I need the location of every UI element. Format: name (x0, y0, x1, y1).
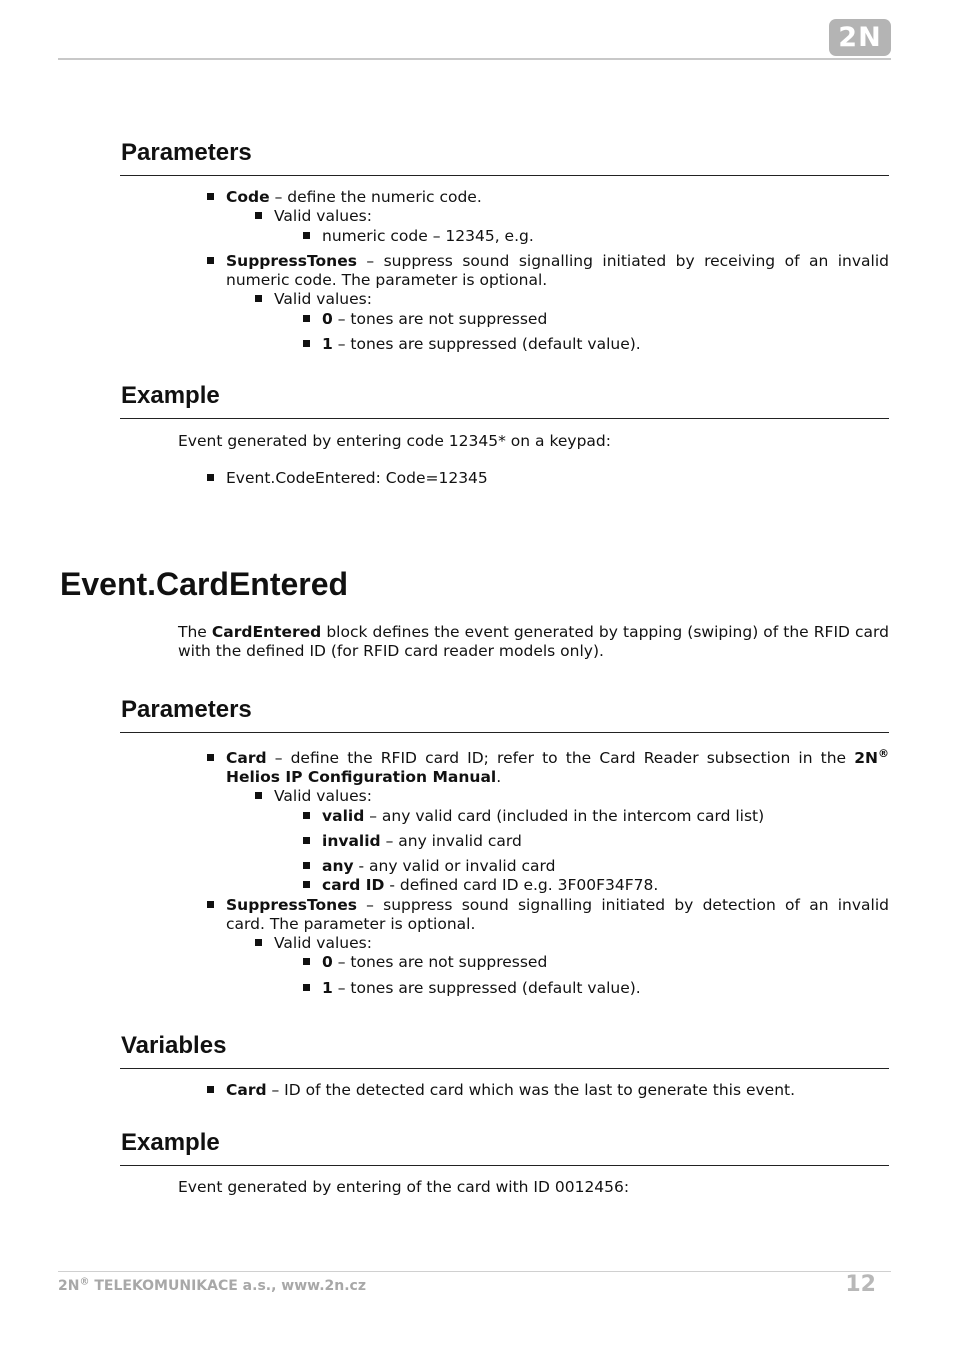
list-item-card: Card – define the RFID card ID; refer to the Card Reader subsection in the 2N® Helios IP Configuration Manual. (226, 746, 889, 786)
list-item-value-1: 1 – tones are suppressed (default value). (322, 335, 889, 354)
list-item-any: any - any valid or invalid card (322, 857, 889, 876)
section-heading-parameters: Parameters (120, 695, 889, 733)
list-item-valid-values: Valid values: (274, 787, 889, 806)
list-item-valid-values: Valid values: (274, 934, 889, 953)
list-item-value-0: 0 – tones are not suppressed (322, 953, 889, 972)
list-item-value-1: 1 – tones are suppressed (default value). (322, 979, 889, 998)
section-heading-variables: Variables (120, 1031, 889, 1069)
page-number: 12 (845, 1272, 876, 1297)
list-item-valid-values: Valid values: (274, 290, 889, 309)
list-item-invalid: invalid – any invalid card (322, 832, 889, 851)
list-item-example-event: Event.CodeEntered: Code=12345 (226, 469, 889, 488)
chapter-title: Event.CardEntered (60, 566, 349, 602)
list-item-valid: valid – any valid card (included in the intercom card list) (322, 807, 889, 826)
example-intro: Event generated by entering of the card with ID 0012456: (178, 1178, 630, 1196)
list-item-suppresstones: SuppressTones – suppress sound signalling initiated by detection of an invalid card. The parameter is optional. (226, 896, 889, 933)
list-item-valid-values: Valid values: (274, 207, 889, 226)
list-item-variable-card: Card – ID of the detected card which was the last to generate this event. (226, 1081, 889, 1100)
company-logo: 2N (829, 19, 891, 56)
list-item-numeric-code: numeric code – 12345, e.g. (322, 227, 889, 246)
header-divider (58, 58, 891, 60)
footer-company: 2N® TELEKOMUNIKACE a.s., www.2n.cz (58, 1276, 366, 1294)
example-intro: Event generated by entering code 12345* on a keypad: (178, 432, 611, 450)
section-heading-example: Example (120, 1128, 889, 1166)
footer-divider (58, 1271, 891, 1272)
chapter-intro: The CardEntered block defines the event generated by tapping (swiping) of the RFID card with the defined ID (for RFID card reader models only). (178, 623, 889, 660)
section-heading-parameters: Parameters (120, 138, 889, 176)
list-item-code: Code – define the numeric code. (226, 188, 889, 207)
list-item-suppresstones: SuppressTones – suppress sound signalling initiated by receiving of an invalid numeric code. The parameter is optional. (226, 252, 889, 289)
list-item-value-0: 0 – tones are not suppressed (322, 310, 889, 329)
list-item-card-id: card ID - defined card ID e.g. 3F00F34F78. (322, 876, 889, 895)
section-heading-example: Example (120, 381, 889, 419)
